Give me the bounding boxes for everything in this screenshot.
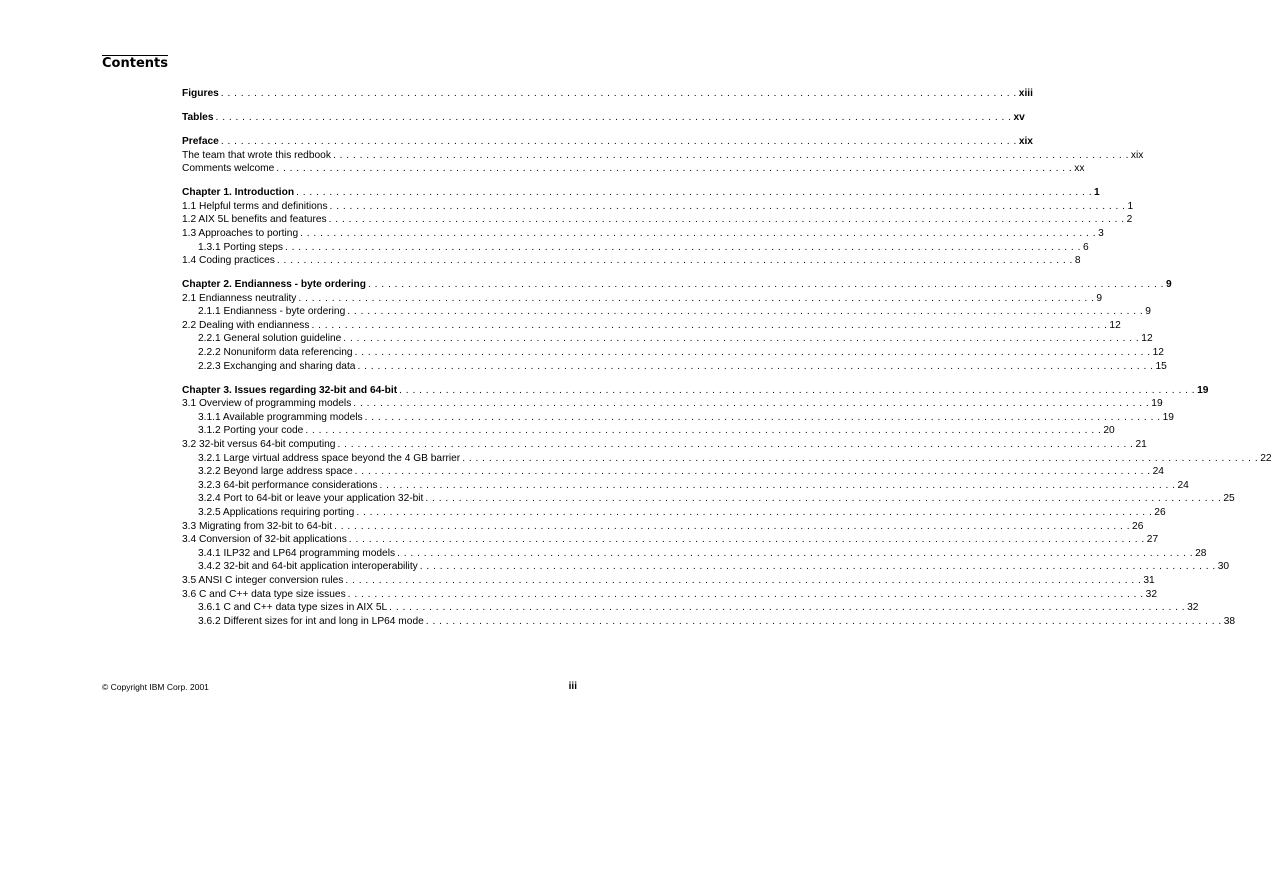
toc-entry-label: 2.2.2 Nonuniform data referencing [198,347,353,359]
toc-entry[interactable] [182,547,1207,561]
toc-entry-label: 3.5 ANSI C integer conversion rules [182,574,344,586]
toc-entry[interactable] [182,615,1236,629]
toc-entry-page: 22 [1260,452,1272,464]
toc-leader-dots: . . . . . . . . . . . . . . . . . . . . . . . . . . . . . . . . . . . . . . . . . . . . . . . . . . . . . . . . . . . . . . . . . . . . . . . . . . . . . . . . . . . . . . . . . . . . . . . . . . . . . . . . . . . . . . . . . . . . . . . . [337,439,1134,451]
toc-entry-page: 26 [1132,520,1144,532]
toc-entry-label: 2.2.1 General solution guideline [198,333,342,345]
toc-entry-page: 24 [1152,466,1164,478]
toc-entry-label: 2.2.3 Exchanging and sharing data [198,360,356,372]
toc-entry-page: 12 [1152,347,1164,359]
toc-leader-dots: . . . . . . . . . . . . . . . . . . . . . . . . . . . . . . . . . . . . . . . . . . . . . . . . . . . . . . . . . . . . . . . . . . . . . . . . . . . . . . . . . . . . . . . . . . . . . . . . . . . . . . . . . . . . . . . . . . . . . . . . [300,227,1097,239]
toc-entry-label: 3.4.2 32-bit and 64-bit application interoperability [198,561,418,573]
toc-entry-label: Figures [182,88,219,99]
toc-entry[interactable] [182,452,1272,466]
toc-entry[interactable] [182,574,1155,588]
toc-entry[interactable] [182,411,1174,425]
toc-entry-label: 1.4 Coding practices [182,255,275,267]
toc-entry-label: 3.6.1 C and C++ data type sizes in AIX 5L [198,602,388,614]
toc-entry[interactable] [182,111,1025,125]
table-of-contents [182,87,1272,628]
toc-entry[interactable] [182,346,1164,360]
page-title [102,56,168,71]
toc-entry-page: 28 [1195,547,1207,559]
toc-entry-label: 1.1 Helpful terms and definitions [182,200,328,212]
toc-leader-dots: . . . . . . . . . . . . . . . . . . . . . . . . . . . . . . . . . . . . . . . . . . . . . . . . . . . . . . . . . . . . . . . . . . . . . . . . . . . . . . . . . . . . . . . . . . . . . . . . . . . . . . . . . . . . . . . . . . . . . . . . [329,200,1126,212]
toc-entry-page: 19 [1197,384,1209,396]
toc-entry-label: 3.2.5 Applications requiring porting [198,506,355,518]
toc-leader-dots: . . . . . . . . . . . . . . . . . . . . . . . . . . . . . . . . . . . . . . . . . . . . . . . . . . . . . . . . . . . . . . . . . . . . . . . . . . . . . . . . . . . . . . . . . . . . . . . . . . . . . . . . . . . . . . . . . . . . . . . . [419,561,1216,573]
toc-entry-page: 38 [1223,615,1236,627]
toc-leader-dots: . . . . . . . . . . . . . . . . . . . . . . . . . . . . . . . . . . . . . . . . . . . . . . . . . . . . . . . . . . . . . . . . . . . . . . . . . . . . . . . . . . . . . . . . . . . . . . . . . . . . . . . . . . . . . . . . . . . . . . . . [334,520,1131,532]
toc-entry-label: Preface [182,135,219,147]
toc-entry-page: xix [1130,149,1144,161]
toc-leader-dots: . . . . . . . . . . . . . . . . . . . . . . . . . . . . . . . . . . . . . . . . . . . . . . . . . . . . . . . . . . . . . . . . . . . . . . . . . . . . . . . . . . . . . . . . . . . . . . . . . . . . . . . . . . . . . . . . . . . . . . . . [354,466,1151,478]
toc-leader-dots: . . . . . . . . . . . . . . . . . . . . . . . . . . . . . . . . . . . . . . . . . . . . . . . . . . . . . . . . . . . . . . . . . . . . . . . . . . . . . . . . . . . . . . . . . . . . . . . . . . . . . . . . . . . . . . . . . . . . . . . . [397,547,1194,559]
toc-entry-page: xx [1074,163,1085,175]
toc-entry-label: 2.1.1 Endianness - byte ordering [198,306,346,318]
toc-leader-dots: . . . . . . . . . . . . . . . . . . . . . . . . . . . . . . . . . . . . . . . . . . . . . . . . . . . . . . . . . . . . . . . . . . . . . . . . . . . . . . . . . . . . . . . . . . . . . . . . . . . . . . . . . . . . . . . . . . . . . . . . [357,360,1154,372]
toc-entry[interactable] [182,424,1115,438]
toc-entry-label: 3.2.1 Large virtual address space beyond the 4 GB barrier [198,452,461,464]
toc-entry[interactable] [182,241,1089,255]
toc-entry-label: 3.3 Migrating from 32-bit to 64-bit [182,520,333,532]
toc-leader-dots: . . . . . . . . . . . . . . . . . . . . . . . . . . . . . . . . . . . . . . . . . . . . . . . . . . . . . . . . . . . . . . . . . . . . . . . . . . . . . . . . . . . . . . . . . . . . . . . . . . . . . . . . . . . . . . . . . . . . . . . . [311,319,1108,331]
toc-entry-page: 3 [1098,227,1104,239]
toc-entry-page: 20 [1103,425,1115,437]
toc-entry-page: 8 [1074,255,1081,267]
toc-leader-dots: . . . . . . . . . . . . . . . . . . . . . . . . . . . . . . . . . . . . . . . . . . . . . . . . . . . . . . . . . . . . . . . . . . . . . . . . . . . . . . . . . . . . . . . . . . . . . . . . . . . . . . . . . . . . . . . . . . . . . . . . [276,255,1073,267]
toc-leader-dots: . . . . . . . . . . . . . . . . . . . . . . . . . . . . . . . . . . . . . . . . . . . . . . . . . . . . . . . . . . . . . . . . . . . . . . . . . . . . . . . . . . . . . . . . . . . . . . . . . . . . . . . . . . . . . . . . . . . . . . . . [379,479,1176,491]
toc-entry-label: 3.1.2 Porting your code [198,425,304,437]
toc-entry[interactable] [182,200,1134,214]
toc-entry-label: 1.2 AIX 5L benefits and features [182,214,327,226]
toc-leader-dots: . . . . . . . . . . . . . . . . . . . . . . . . . . . . . . . . . . . . . . . . . . . . . . . . . . . . . . . . . . . . . . . . . . . . . . . . . . . . . . . . . . . . . . . . . . . . . . . . . . . . . . . . . . . . . . . . . . . . . . . . [220,135,1017,147]
toc-entry-label: 3.4.1 ILP32 and LP64 programming models [198,547,396,559]
toc-entry[interactable] [182,227,1104,241]
toc-leader-dots: . . . . . . . . . . . . . . . . . . . . . . . . . . . . . . . . . . . . . . . . . . . . . . . . . . . . . . . . . . . . . . . . . . . . . . . . . . . . . . . . . . . . . . . . . . . . . . . . . . . . . . . . . . . . . . . . . . . . . . . . [276,163,1073,175]
toc-entry-page: 26 [1154,506,1166,518]
toc-entry-page: 6 [1082,241,1089,253]
toc-entry-page: 31 [1143,574,1155,586]
toc-leader-dots: . . . . . . . . . . . . . . . . . . . . . . . . . . . . . . . . . . . . . . . . . . . . . . . . . . . . . . . . . . . . . . . . . . . . . . . . . . . . . . . . . . . . . . . . . . . . . . . . . . . . . . . . . . . . . . . . . . . . . . . . [425,493,1222,505]
toc-entry[interactable] [182,305,1151,319]
toc-leader-dots: . . . . . . . . . . . . . . . . . . . . . . . . . . . . . . . . . . . . . . . . . . . . . . . . . . . . . . . . . . . . . . . . . . . . . . . . . . . . . . . . . . . . . . . . . . . . . . . . . . . . . . . . . . . . . . . . . . . . . . . . [348,534,1145,546]
toc-entry-label: 2.2 Dealing with endianness [182,319,310,331]
toc-entry-label: Comments welcome [182,163,275,175]
toc-entry-page: 12 [1141,333,1153,345]
toc-entry-label: 3.2 32-bit versus 64-bit computing [182,439,336,451]
toc-entry-page: 1 [1127,200,1134,212]
toc-leader-dots: . . . . . . . . . . . . . . . . . . . . . . . . . . . . . . . . . . . . . . . . . . . . . . . . . . . . . . . . . . . . . . . . . . . . . . . . . . . . . . . . . . . . . . . . . . . . . . . . . . . . . . . . . . . . . . . . . . . . . . . . [215,111,1012,123]
toc-leader-dots: . . . . . . . . . . . . . . . . . . . . . . . . . . . . . . . . . . . . . . . . . . . . . . . . . . . . . . . . . . . . . . . . . . . . . . . . . . . . . . . . . . . . . . . . . . . . . . . . . . . . . . . . . . . . . . . . . . . . . . . . [354,347,1151,359]
toc-entry[interactable] [182,506,1166,520]
toc-entry-page: 32 [1145,588,1157,600]
toc-leader-dots: . . . . . . . . . . . . . . . . . . . . . . . . . . . . . . . . . . . . . . . . . . . . . . . . . . . . . . . . . . . . . . . . . . . . . . . . . . . . . . . . . . . . . . . . . . . . . . . . . . . . . . . . . . . . . . . . . . . . . . . . [425,615,1222,627]
toc-entry[interactable] [182,254,1081,268]
toc-leader-dots: . . . . . . . . . . . . . . . . . . . . . . . . . . . . . . . . . . . . . . . . . . . . . . . . . . . . . . . . . . . . . . . . . . . . . . . . . . . . . . . . . . . . . . . . . . . . . . . . . . . . . . . . . . . . . . . . . . . . . . . . [462,452,1259,464]
toc-entry-label: 3.4 Conversion of 32-bit applications [182,534,347,546]
toc-leader-dots: . . . . . . . . . . . . . . . . . . . . . . . . . . . . . . . . . . . . . . . . . . . . . . . . . . . . . . . . . . . . . . . . . . . . . . . . . . . . . . . . . . . . . . . . . . . . . . . . . . . . . . . . . . . . . . . . . . . . . . . . [328,214,1125,226]
toc-entry-page: xiii [1018,88,1033,99]
toc-entry-label: 1.3 Approaches to porting [182,227,299,239]
toc-entry[interactable] [182,533,1159,547]
toc-entry-page: 30 [1217,561,1230,573]
toc-entry-page: 21 [1135,439,1147,451]
toc-entry-page: 9 [1096,292,1103,304]
heading-rule [102,55,168,56]
toc-entry-page: 32 [1187,602,1199,614]
page-number: iii [568,681,577,692]
toc-entry-page: 9 [1145,306,1151,318]
toc-entry-label: 3.1.1 Available programming models [198,411,363,423]
copyright-notice: © Copyright IBM Corp. 2001 [102,682,209,692]
toc-entry-page: 19 [1162,411,1174,423]
toc-entry[interactable] [182,492,1235,506]
toc-leader-dots: . . . . . . . . . . . . . . . . . . . . . . . . . . . . . . . . . . . . . . . . . . . . . . . . . . . . . . . . . . . . . . . . . . . . . . . . . . . . . . . . . . . . . . . . . . . . . . . . . . . . . . . . . . . . . . . . . . . . . . . . [367,279,1164,291]
toc-leader-dots: . . . . . . . . . . . . . . . . . . . . . . . . . . . . . . . . . . . . . . . . . . . . . . . . . . . . . . . . . . . . . . . . . . . . . . . . . . . . . . . . . . . . . . . . . . . . . . . . . . . . . . . . . . . . . . . . . . . . . . . . [332,149,1129,161]
page-title-text: Contents [102,56,168,71]
toc-entry-label: 3.2.3 64-bit performance considerations [198,479,378,491]
toc-entry-page: 15 [1155,360,1167,372]
toc-entry[interactable] [182,479,1189,493]
toc-leader-dots: . . . . . . . . . . . . . . . . . . . . . . . . . . . . . . . . . . . . . . . . . . . . . . . . . . . . . . . . . . . . . . . . . . . . . . . . . . . . . . . . . . . . . . . . . . . . . . . . . . . . . . . . . . . . . . . . . . . . . . . . [345,574,1142,586]
toc-entry[interactable] [182,397,1163,411]
toc-entry-label: Chapter 2. Endianness - byte ordering [182,279,366,291]
toc-entry[interactable] [182,278,1172,292]
toc-entry-page: xix [1018,135,1033,147]
toc-entry-page: 19 [1151,398,1163,410]
toc-entry[interactable] [182,520,1144,534]
toc-entry[interactable] [182,135,1033,149]
toc-leader-dots: . . . . . . . . . . . . . . . . . . . . . . . . . . . . . . . . . . . . . . . . . . . . . . . . . . . . . . . . . . . . . . . . . . . . . . . . . . . . . . . . . . . . . . . . . . . . . . . . . . . . . . . . . . . . . . . . . . . . . . . . [284,241,1081,253]
toc-entry-label: 3.6.2 Different sizes for int and long in LP64 mode [198,615,424,627]
toc-entry[interactable] [182,162,1085,176]
toc-entry[interactable] [182,560,1230,574]
toc-entry[interactable] [182,360,1167,374]
toc-entry[interactable] [182,438,1147,452]
toc-entry-label: Chapter 1. Introduction [182,187,295,199]
toc-leader-dots: . . . . . . . . . . . . . . . . . . . . . . . . . . . . . . . . . . . . . . . . . . . . . . . . . . . . . . . . . . . . . . . . . . . . . . . . . . . . . . . . . . . . . . . . . . . . . . . . . . . . . . . . . . . . . . . . . . . . . . . . [347,588,1144,600]
toc-entry[interactable] [182,465,1164,479]
toc-entry-page: 9 [1165,279,1172,291]
toc-entry-page: 12 [1109,319,1121,331]
toc-leader-dots: . . . . . . . . . . . . . . . . . . . . . . . . . . . . . . . . . . . . . . . . . . . . . . . . . . . . . . . . . . . . . . . . . . . . . . . . . . . . . . . . . . . . . . . . . . . . . . . . . . . . . . . . . . . . . . . . . . . . . . . . [298,292,1095,304]
toc-entry-label: Tables [182,111,214,123]
toc-entry[interactable] [182,601,1199,615]
toc-leader-dots: . . . . . . . . . . . . . . . . . . . . . . . . . . . . . . . . . . . . . . . . . . . . . . . . . . . . . . . . . . . . . . . . . . . . . . . . . . . . . . . . . . . . . . . . . . . . . . . . . . . . . . . . . . . . . . . . . . . . . . . . [364,411,1161,423]
toc-leader-dots: . . . . . . . . . . . . . . . . . . . . . . . . . . . . . . . . . . . . . . . . . . . . . . . . . . . . . . . . . . . . . . . . . . . . . . . . . . . . . . . . . . . . . . . . . . . . . . . . . . . . . . . . . . . . . . . . . . . . . . . . [356,506,1153,518]
toc-leader-dots: . . . . . . . . . . . . . . . . . . . . . . . . . . . . . . . . . . . . . . . . . . . . . . . . . . . . . . . . . . . . . . . . . . . . . . . . . . . . . . . . . . . . . . . . . . . . . . . . . . . . . . . . . . . . . . . . . . . . . . . . [305,425,1102,437]
toc-leader-dots: . . . . . . . . . . . . . . . . . . . . . . . . . . . . . . . . . . . . . . . . . . . . . . . . . . . . . . . . . . . . . . . . . . . . . . . . . . . . . . . . . . . . . . . . . . . . . . . . . . . . . . . . . . . . . . . . . . . . . . . . [389,602,1186,614]
toc-entry-label: Chapter 3. Issues regarding 32-bit and 64-bit [182,384,398,396]
toc-entry-page: xv [1013,111,1025,123]
toc-entry[interactable] [182,384,1209,398]
toc-leader-dots: . . . . . . . . . . . . . . . . . . . . . . . . . . . . . . . . . . . . . . . . . . . . . . . . . . . . . . . . . . . . . . . . . . . . . . . . . . . . . . . . . . . . . . . . . . . . . . . . . . . . . . . . . . . . . . . . . . . . . . . . [399,384,1196,396]
toc-entry[interactable] [182,332,1153,346]
toc-leader-dots: . . . . . . . . . . . . . . . . . . . . . . . . . . . . . . . . . . . . . . . . . . . . . . . . . . . . . . . . . . . . . . . . . . . . . . . . . . . . . . . . . . . . . . . . . . . . . . . . . . . . . . . . . . . . . . . . . . . . . . . . [296,187,1093,199]
toc-entry-page: 1 [1094,187,1100,199]
toc-entry-page: 25 [1223,493,1235,505]
toc-entry[interactable] [182,213,1133,227]
toc-leader-dots: . . . . . . . . . . . . . . . . . . . . . . . . . . . . . . . . . . . . . . . . . . . . . . . . . . . . . . . . . . . . . . . . . . . . . . . . . . . . . . . . . . . . . . . . . . . . . . . . . . . . . . . . . . . . . . . . . . . . . . . . [220,88,1017,99]
toc-entry[interactable] [182,149,1144,163]
toc-entry-label: 3.6 C and C++ data type size issues [182,588,346,600]
toc-entry[interactable] [182,87,1033,101]
toc-entry-label: 1.3.1 Porting steps [198,241,283,253]
toc-entry-label: 3.2.4 Port to 64-bit or leave your application 32-bit [198,493,424,505]
toc-entry[interactable] [182,319,1121,333]
toc-entry[interactable] [182,186,1100,200]
toc-entry-page: 24 [1177,479,1189,491]
toc-entry[interactable] [182,588,1157,602]
toc-leader-dots: . . . . . . . . . . . . . . . . . . . . . . . . . . . . . . . . . . . . . . . . . . . . . . . . . . . . . . . . . . . . . . . . . . . . . . . . . . . . . . . . . . . . . . . . . . . . . . . . . . . . . . . . . . . . . . . . . . . . . . . . [343,333,1140,345]
toc-entry-page: 27 [1146,534,1159,546]
toc-entry-label: The team that wrote this redbook [182,149,331,161]
toc-entry[interactable] [182,292,1103,306]
toc-entry-label: 2.1 Endianness neutrality [182,292,297,304]
toc-entry-label: 3.2.2 Beyond large address space [198,466,353,478]
toc-entry-page: 2 [1126,214,1133,226]
toc-entry-label: 3.1 Overview of programming models [182,398,352,410]
toc-leader-dots: . . . . . . . . . . . . . . . . . . . . . . . . . . . . . . . . . . . . . . . . . . . . . . . . . . . . . . . . . . . . . . . . . . . . . . . . . . . . . . . . . . . . . . . . . . . . . . . . . . . . . . . . . . . . . . . . . . . . . . . . [353,398,1150,410]
toc-leader-dots: . . . . . . . . . . . . . . . . . . . . . . . . . . . . . . . . . . . . . . . . . . . . . . . . . . . . . . . . . . . . . . . . . . . . . . . . . . . . . . . . . . . . . . . . . . . . . . . . . . . . . . . . . . . . . . . . . . . . . . . . [347,306,1144,318]
